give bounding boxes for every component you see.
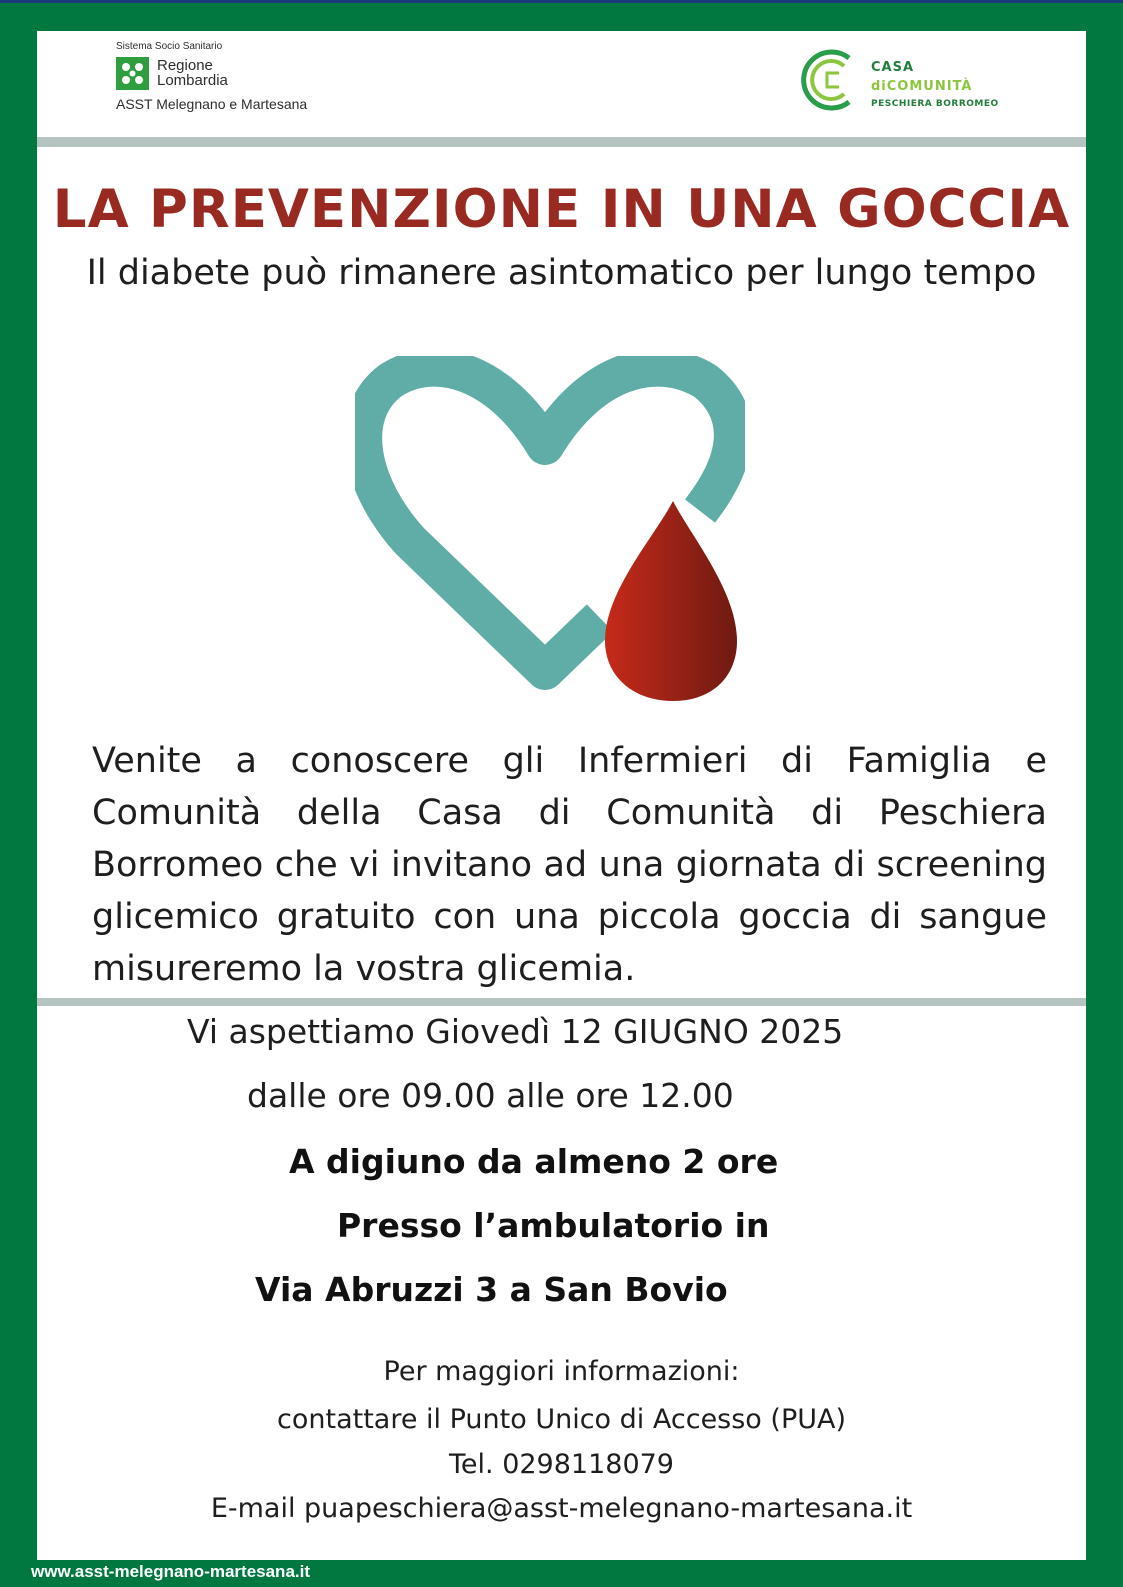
casa-line1: CASA [871,60,915,75]
contact-phone: Tel. 0298118079 [449,1449,674,1480]
regione-name-line1: Regione [157,57,213,74]
contact-pua: contattare il Punto Unico di Accesso (PUA) [277,1404,846,1435]
casa-c-icon [797,40,867,120]
event-location-intro: Presso l’ambulatorio in [337,1206,770,1245]
regione-name [157,58,228,88]
invitation-text: Venite a conoscere gli Infermieri di Famiglia e Comunità della Casa di Comunità di Peschiera Borromeo che vi invitano ad una giornata di screening glicemico gratuito con una piccola goccia di sangue misureremo la vostra glicemia. [92,741,1047,989]
poster-title: LA PREVENZIONE IN UNA GOCCIA [52,179,1071,240]
heart-blood-drop-icon [355,356,745,701]
regione-system-label: Sistema Socio Sanitario [116,41,223,52]
info-heading: Per maggiori informazioni: [383,1356,740,1387]
header-divider [37,137,1086,147]
contact-email: E-mail puapeschiera@asst-melegnano-martesana.it [210,1493,913,1524]
footer-website-link[interactable]: www.asst-melegnano-martesana.it [31,1562,311,1581]
event-hours: dalle ore 09.00 alle ore 12.00 [247,1076,734,1115]
casa-line3: PESCHIERA BORROMEO [871,99,999,109]
middle-divider [37,998,1086,1006]
casa-line2: diCOMUNITÀ [871,79,973,94]
frame-top-edge [0,0,1123,3]
poster-subtitle: Il diabete può rimanere asintomatico per lungo tempo [86,253,1037,293]
event-date: Vi aspettiamo Giovedì 12 GIUGNO 2025 [187,1012,844,1051]
regione-name-line2: Lombardia [157,72,228,89]
regione-flower-icon [116,57,149,90]
asst-name: ASST Melegnano e Martesana [116,96,308,112]
fasting-note: A digiuno da almeno 2 ore [289,1142,779,1181]
event-address: Via Abruzzi 3 a San Bovio [255,1270,728,1309]
poster-sheet [37,31,1086,1560]
